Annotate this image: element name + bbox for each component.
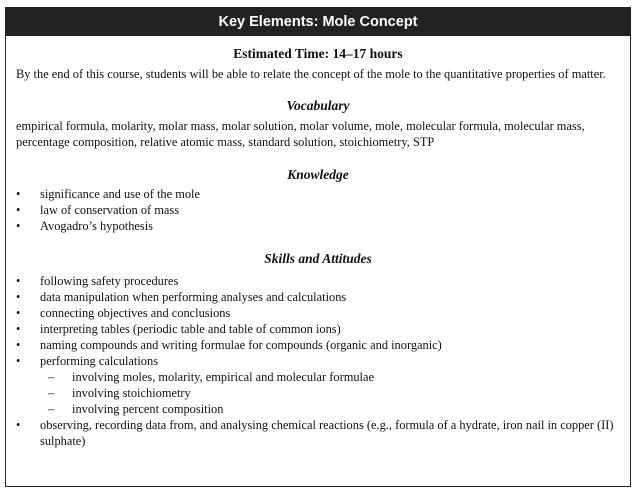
bullet-icon: • xyxy=(16,418,21,432)
knowledge-item xyxy=(16,202,620,218)
skills-item-text: connecting objectives and conclusions xyxy=(40,306,231,320)
knowledge-item-text: significance and use of the mole xyxy=(40,187,200,201)
dash-icon: – xyxy=(48,370,55,384)
vocabulary-heading: Vocabulary xyxy=(286,98,350,113)
skills-item xyxy=(16,305,620,321)
skills-item-text: performing calculations xyxy=(40,354,159,368)
skills-item-text: naming compounds and writing formulae for compounds (organic and inorganic) xyxy=(40,338,442,352)
bullet-icon: • xyxy=(16,274,21,288)
skills-subitem xyxy=(40,369,620,385)
bullet-icon: • xyxy=(16,203,21,217)
knowledge-heading: Knowledge xyxy=(287,167,349,182)
skills-subitem xyxy=(40,385,620,401)
skills-subitem-text: involving moles, molarity, empirical and molecular formulae xyxy=(72,370,374,384)
skills-item-text: observing, recording data from, and analysing chemical reactions (e.g., formula of a hydrate, iron nail in copper (II) sulphate) xyxy=(40,418,614,448)
knowledge-item-text: law of conservation of mass xyxy=(40,203,180,217)
skills-item xyxy=(16,273,620,289)
dash-icon: – xyxy=(48,386,55,400)
knowledge-list xyxy=(16,186,620,234)
bullet-icon: • xyxy=(16,290,21,304)
knowledge-item xyxy=(16,186,620,202)
skills-item xyxy=(16,417,620,449)
skills-item-text: data manipulation when performing analyses and calculations xyxy=(40,290,347,304)
skills-item xyxy=(16,289,620,305)
skills-item xyxy=(16,321,620,337)
estimated-time: Estimated Time: 14–17 hours xyxy=(233,46,403,61)
skills-subitem-text: involving percent composition xyxy=(72,402,224,416)
calculations-sublist xyxy=(40,369,620,417)
box-title: Key Elements: Mole Concept xyxy=(218,14,418,30)
bullet-icon: • xyxy=(16,354,21,368)
skills-item xyxy=(16,337,620,353)
dash-icon: – xyxy=(48,402,55,416)
vocabulary-text: empirical formula, molarity, molar mass, molar solution, molar volume, mole, molecular formula, molecular mass, percentage composition, relative atomic mass, standard solution, stoichiometry, STP xyxy=(16,119,585,149)
intro-paragraph: By the end of this course, students will be able to relate the concept of the mole to the quantitative properties of matter. xyxy=(16,67,606,81)
skills-item xyxy=(16,353,620,417)
knowledge-item xyxy=(16,218,620,234)
knowledge-item-text: Avogadro’s hypothesis xyxy=(40,219,153,233)
bullet-icon: • xyxy=(16,219,21,233)
bullet-icon: • xyxy=(16,187,21,201)
bullet-icon: • xyxy=(16,322,21,336)
skills-heading: Skills and Attitudes xyxy=(264,251,372,266)
skills-subitem xyxy=(40,401,620,417)
skills-item-text: interpreting tables (periodic table and table of common ions) xyxy=(40,322,341,336)
key-elements-box xyxy=(5,7,631,487)
skills-item-text: following safety procedures xyxy=(40,274,179,288)
box-content xyxy=(6,36,630,449)
skills-subitem-text: involving stoichiometry xyxy=(72,386,191,400)
skills-list xyxy=(16,273,620,449)
bullet-icon: • xyxy=(16,306,21,320)
bullet-icon: • xyxy=(16,338,21,352)
box-header xyxy=(6,8,630,36)
